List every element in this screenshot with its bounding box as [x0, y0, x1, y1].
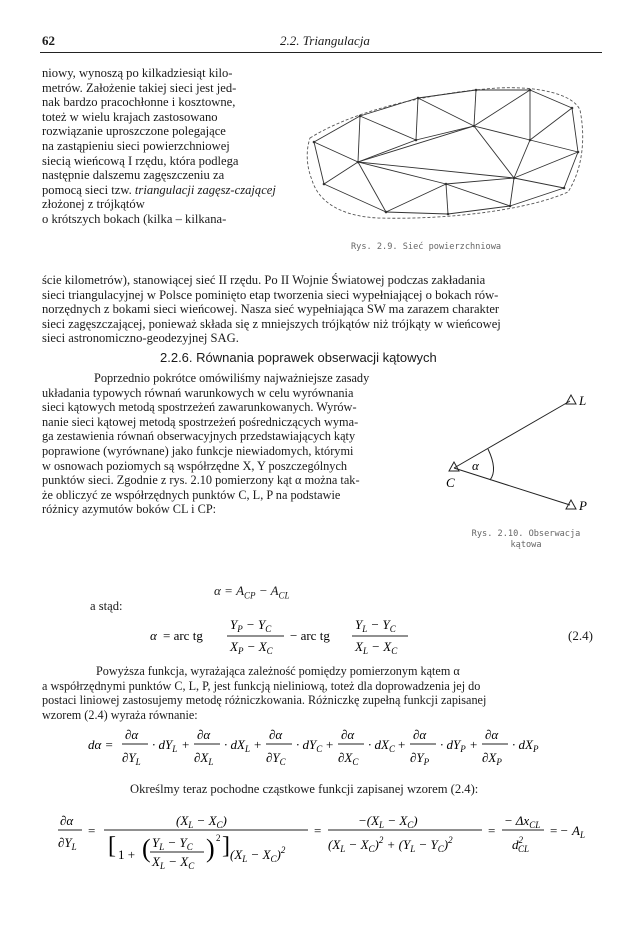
network-edge — [360, 116, 416, 140]
text-line: ga zestawienia równań obserwacyjnych przedstawiających kąty — [42, 429, 356, 444]
figure-2-10-caption: Rys. 2.10. Obserwacja kątowa — [471, 529, 581, 550]
text-line: wzorem (2.4) wyraża równanie: — [42, 707, 198, 722]
diff-numerator: ∂α — [125, 727, 139, 742]
a-stad-label: a stąd: — [90, 599, 123, 613]
network-outline — [307, 88, 582, 219]
svg-text:XP − XC: $X_P - X_C$ — [230, 639, 273, 656]
network-edge — [358, 116, 360, 162]
text-line: metrów. Założenie takiej sieci jest jed- — [42, 80, 237, 95]
text-line: sieci zagęszczającej, ponieważ składa się z mniejszych trójkątów niż trójkąty w wieńcowej — [42, 316, 501, 331]
text-line: złożonej z trójkątów — [42, 197, 145, 212]
diff-term: · $dX_P$ — [512, 737, 539, 754]
text-line: nanie sieci kątowej metodą spostrzeżeń pośredniczących wyma- — [42, 414, 359, 429]
network-edge — [530, 108, 572, 140]
label-L: L — [579, 393, 587, 408]
svg-text:]: ] — [222, 833, 230, 859]
equation-number: (2.4) — [568, 628, 593, 643]
network-point — [473, 125, 476, 128]
network-point — [445, 183, 448, 186]
network-point — [359, 115, 362, 118]
diff-numerator: ∂α — [341, 727, 355, 742]
network-edge — [446, 184, 448, 214]
diff-term: · $dX_C$ — [368, 737, 395, 754]
network-edge — [474, 90, 476, 126]
text-line: różnicy azymutów boków CL i CP: — [42, 502, 217, 517]
svg-text:): ) — [206, 834, 215, 863]
plus-sign: + — [254, 737, 262, 752]
diff-denominator: $\partial Y_P$ — [410, 750, 430, 767]
paragraph-3 — [42, 664, 598, 722]
network-edge — [530, 140, 578, 152]
network-edge — [324, 162, 358, 184]
network-edge — [572, 108, 578, 152]
svg-text:(XL − XC): $(X_L - X_C)$ — [176, 813, 227, 830]
network-edge — [314, 142, 324, 184]
network-edge — [386, 212, 448, 214]
text-line: sieci triangulacyjnej w Polsce pominięto etap tworzenia sieci wypełniającej o bokach rów- — [42, 287, 499, 302]
svg-text:1 +: 1 + — [118, 847, 136, 862]
diff-denominator: $\partial Y_L$ — [122, 750, 141, 767]
diff-numerator: ∂α — [197, 727, 211, 742]
eq-total-differential — [88, 722, 558, 768]
text-line: punktów sieci. Zgodnie z rys. 2.10 pomierzony kąt α można tak- — [42, 473, 360, 488]
svg-text:d2CL: $d^2$ CL — [512, 835, 530, 854]
svg-text:= −: = − — [550, 823, 568, 838]
svg-text:(XL − XC)2 + (YL − YC)2: $(X_L - X_C)^2 + (Y_L - Y_C)^2$ — [328, 835, 453, 854]
network-edge — [358, 140, 416, 162]
text-line: toteż w wielu krajach zastosowano — [42, 109, 218, 124]
network-edge — [358, 162, 446, 184]
figure-2-9-caption: Rys. 2.9. Sieć powierzchniowa — [351, 242, 502, 252]
network-point — [475, 89, 478, 92]
network-edge — [530, 90, 572, 108]
page-number: 62 — [42, 33, 55, 48]
svg-text:=: = — [88, 823, 96, 838]
plus-sign: + — [470, 737, 478, 752]
network-edge — [418, 90, 476, 98]
svg-text:=: = — [314, 823, 322, 838]
label-C: C — [446, 475, 455, 490]
network-point — [357, 161, 360, 164]
svg-text:= arc tg: = arc tg — [163, 628, 203, 643]
network-edge — [418, 98, 474, 126]
svg-text:dα =: dα = — [88, 737, 114, 752]
plus-sign: + — [398, 737, 406, 752]
eq-2-4 — [150, 612, 420, 658]
eq-partial-derivative — [58, 803, 598, 883]
text-line: następnie dalszemu zagęszczeniu za — [42, 168, 225, 183]
network-triangles — [314, 90, 578, 214]
network-edge — [564, 152, 578, 188]
svg-text:− arc tg: − arc tg — [290, 628, 330, 643]
network-edge — [314, 116, 360, 142]
text-line: a współrzędnymi punktów C, L, P, jest funkcją nieliniową, toteż dla doprowadzenia jej do — [42, 678, 481, 693]
network-point — [415, 139, 418, 142]
text-line: Powyższa funkcja, wyrażająca zależność pomiędzy pomierzonym kątem α — [96, 664, 460, 678]
network-edge — [510, 178, 514, 206]
paragraph-4: Określmy teraz pochodne cząstkowe funkcji zapisanej wzorem (2.4): — [130, 782, 479, 796]
network-edge — [474, 90, 530, 126]
diff-term: · $dY_P$ — [440, 737, 466, 754]
network-edge — [314, 142, 358, 162]
network-point — [313, 141, 316, 144]
diff-denominator: $\partial X_L$ — [194, 750, 214, 767]
svg-text:XL − XC: $X_L - X_C$ — [152, 854, 195, 871]
side-CP — [454, 468, 570, 505]
svg-text:=: = — [488, 823, 496, 838]
network-point — [447, 213, 450, 216]
network-point — [577, 151, 580, 154]
network-edge — [474, 126, 530, 140]
network-point — [417, 97, 420, 100]
text-line: pomocą sieci tzw. triangulacji zagęsz-czającej — [42, 182, 276, 197]
network-point — [571, 107, 574, 110]
intro-paragraph-full-width — [42, 273, 597, 346]
text-line: na zastąpieniu sieci powierzchniowej — [42, 138, 230, 153]
text-line: siecią wieńcową I rzędu, która podlega — [42, 153, 239, 168]
text-line: w osnowach poziomych są współrzędne X, Y poszczególnych — [42, 458, 348, 473]
network-edge — [358, 162, 386, 212]
text-line: rozwiązanie uproszczone polegające — [42, 124, 226, 139]
diff-numerator: ∂α — [413, 727, 427, 742]
diff-term: · $dY_L$ — [152, 737, 178, 754]
diff-numerator: ∂α — [269, 727, 283, 742]
text-line: ście kilometrów), stanowiącej sieć II rzędu. Po II Wojnie Światowej podczas zakładania — [42, 273, 486, 287]
network-edge — [360, 98, 418, 116]
label-alpha: α — [472, 458, 479, 473]
svg-text:YL − YC: $Y_L - Y_C$ — [152, 835, 193, 852]
network-point — [385, 211, 388, 214]
network-point — [323, 183, 326, 186]
network-edge — [416, 98, 418, 140]
text-line: sieci kątowych metodą spostrzeżeń zawarunkowanych. Wyrów- — [42, 400, 357, 415]
network-edge — [514, 178, 564, 188]
svg-text:YL − YC: $Y_L - Y_C$ — [355, 617, 396, 634]
figure-angle-observation — [440, 375, 600, 525]
svg-text:YP − YC: $Y_P - Y_C$ — [230, 617, 272, 634]
network-point — [509, 205, 512, 208]
intro-paragraph-column — [42, 66, 280, 227]
text-line: sieci astronomiczno-geodezyjnej SAG. — [42, 331, 239, 346]
italic-term: triangulacji zagęsz-czającej — [134, 182, 276, 197]
svg-text:α: α — [150, 628, 157, 643]
section-heading: 2.2.6. Równania poprawek obserwacji kątowych — [160, 350, 437, 365]
plus-sign: + — [326, 737, 334, 752]
text-line: układania typowych równań warunkowych w celu wyrównania — [42, 385, 354, 400]
svg-text:[: [ — [108, 833, 116, 859]
svg-text:2: 2 — [216, 833, 221, 843]
diff-denominator: $\partial Y_C$ — [266, 750, 286, 767]
text-line: postaci liniowej zastosujemy metodę różniczkowania. Różniczkę zupełną funkcji zapisanej — [42, 693, 487, 708]
diff-denominator: $\partial X_P$ — [482, 750, 502, 767]
diff-term: · $dY_C$ — [296, 737, 323, 754]
diff-numerator: ∂α — [485, 727, 499, 742]
text-line: norzędnych z bokami sieci wieńcowej. Nasza sieć wypełniająca SW ma zarazem charakter — [42, 302, 500, 317]
text-line: że obliczyć ze współrzędnych punktów C, L, P na podstawie — [42, 487, 341, 502]
network-edge — [446, 178, 514, 184]
diff-denominator: $\partial X_C$ — [338, 750, 359, 767]
text-line: nak bardzo pracochłonne i kosztowne, — [42, 95, 236, 110]
angle-arc — [488, 449, 494, 480]
eq-alpha-definition: $\alpha = A_{CP} - A_{CL}$ — [214, 583, 290, 601]
svg-text:∂α: ∂α — [60, 813, 74, 828]
network-point — [563, 187, 566, 190]
network-edge — [416, 126, 474, 140]
network-edge — [446, 184, 510, 206]
text-line: Poprzednio pokrótce omówiliśmy najważniejsze zasady — [94, 371, 370, 385]
text-line: niowy, wynoszą po kilkadziesiąt kilo- — [42, 66, 233, 80]
svg-text:AL: $A_L$ — [572, 823, 585, 840]
network-edge — [386, 184, 446, 212]
svg-text:(: ( — [142, 834, 151, 863]
running-header: 2.2. Triangulacja — [280, 33, 370, 48]
label-P: P — [579, 498, 587, 513]
svg-text:XL − XC: $X_L - X_C$ — [355, 639, 398, 656]
paragraph-2 — [42, 371, 440, 517]
network-point — [529, 139, 532, 142]
diff-term: · $dX_L$ — [224, 737, 250, 754]
svg-text:−(XL − XC): $-(X_L - X_C)$ — [358, 813, 418, 830]
plus-sign: + — [182, 737, 190, 752]
network-edge — [474, 126, 514, 178]
svg-text:∂YL: $\partial Y_L$ — [58, 835, 77, 852]
network-edge — [358, 162, 514, 178]
figure-surface-network — [298, 80, 588, 240]
network-edge — [324, 184, 386, 212]
svg-text:− ΔxCL: − $\Delta x_{CL}$ — [504, 813, 541, 830]
header-rule — [40, 52, 602, 53]
text-line: o krótszych bokach (kilka – kilkana- — [42, 211, 227, 226]
network-point — [529, 89, 532, 92]
svg-text:(XL − XC)2: $(X_L - X_C)^2$ — [230, 845, 286, 864]
text-line: poprawione (wyrównane) jako funkcje niewiadomych, którymi — [42, 443, 354, 458]
network-point — [513, 177, 516, 180]
